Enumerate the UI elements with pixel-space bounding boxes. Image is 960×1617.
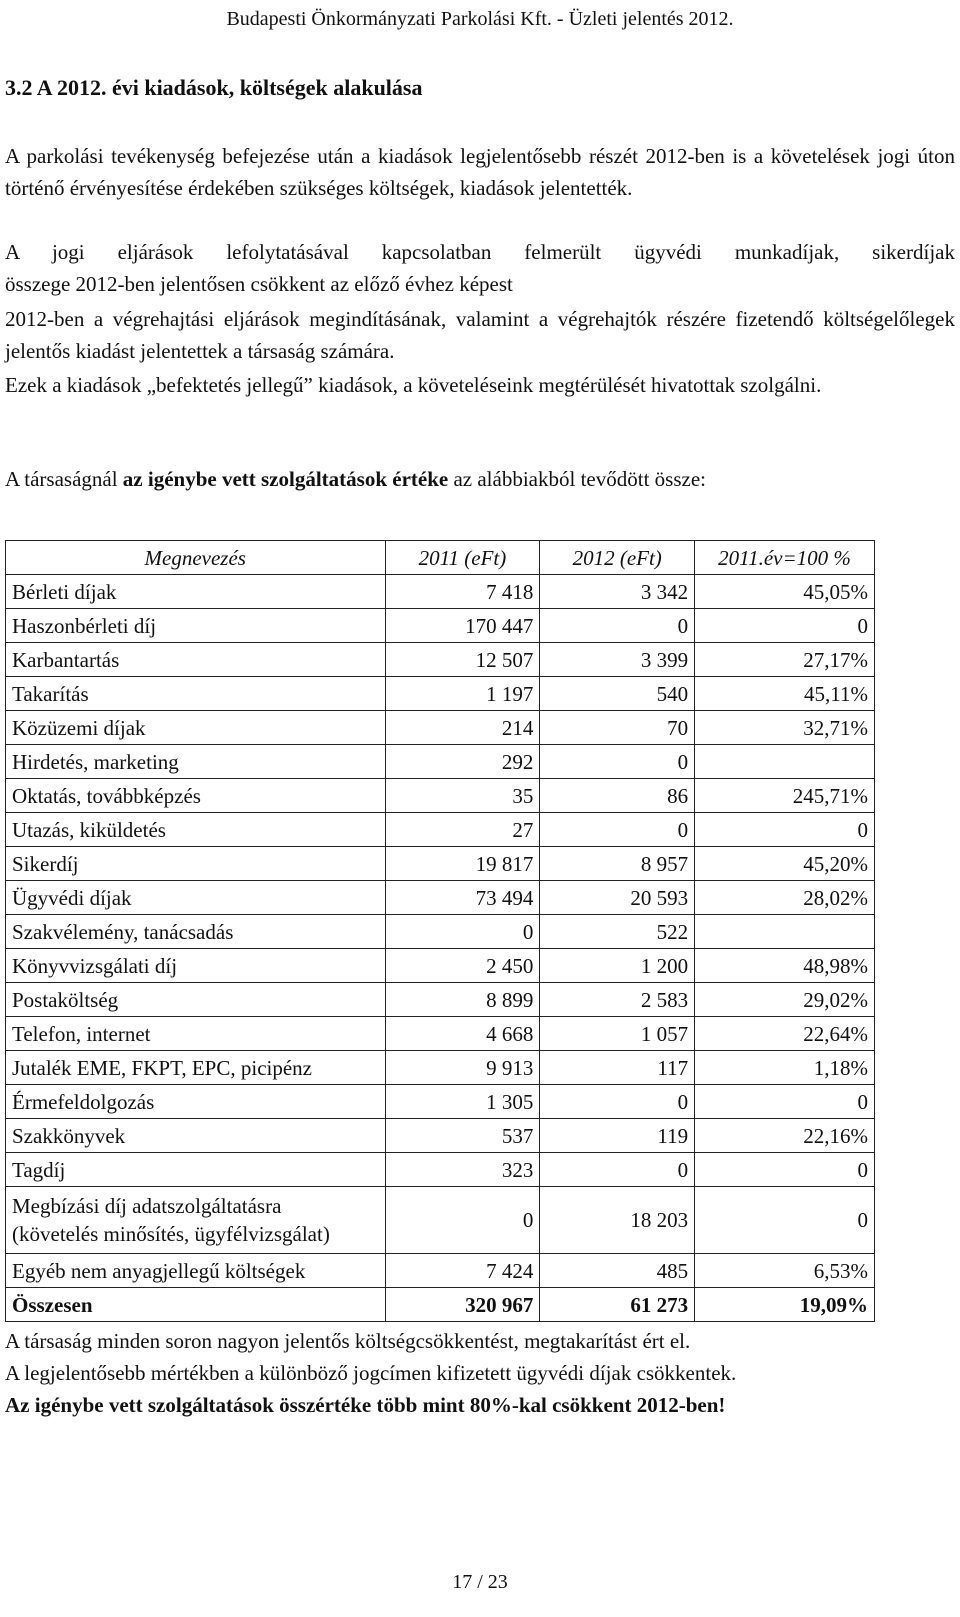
cell-2012: 0 <box>540 1153 695 1187</box>
total-2011: 320 967 <box>385 1288 540 1322</box>
cell-percent: 22,64% <box>695 1017 875 1051</box>
cell-name-text: Jutalék EME, FKPT, EPC, picipénz <box>12 1055 312 1080</box>
table-row <box>6 609 875 643</box>
cell-2011: 9 913 <box>385 1051 540 1085</box>
cell-2011: 0 <box>385 1187 540 1254</box>
cell-2012: 3 342 <box>540 575 695 609</box>
cell-percent <box>695 745 875 779</box>
cell-2012: 485 <box>540 1254 695 1288</box>
table-row <box>6 847 875 881</box>
cell-2012: 3 399 <box>540 643 695 677</box>
cell-2011: 2 450 <box>385 949 540 983</box>
services-cost-table <box>5 540 875 1322</box>
cell-2011: 8 899 <box>385 983 540 1017</box>
cell-name-text: Egyéb nem anyagjellegű költségek <box>12 1258 306 1283</box>
cell-name <box>6 1051 386 1085</box>
summary-line-3: Az igénybe vett szolgáltatások összértéke több mint 80%-kal csökkent 2012-ben! <box>5 1393 726 1417</box>
cell-name-text: Hirdetés, marketing <box>12 749 179 774</box>
table-row <box>6 1017 875 1051</box>
total-percent: 19,09% <box>695 1288 875 1322</box>
cell-name <box>6 847 386 881</box>
cell-percent: 0 <box>695 1187 875 1254</box>
cell-name <box>6 1153 386 1187</box>
page-number: 17 / 23 <box>452 1571 508 1593</box>
cell-2011: 292 <box>385 745 540 779</box>
paragraph-legal-fees-line1: A jogi eljárások lefolytatásával kapcsolatban felmerült ügyvédi munkadíjak, sikerdíjak <box>5 240 955 264</box>
cell-percent: 45,11% <box>695 677 875 711</box>
header-2011: 2011 (eFt) <box>385 541 540 575</box>
cell-percent: 0 <box>695 1085 875 1119</box>
table-row <box>6 881 875 915</box>
services-intro-bold: az igénybe vett szolgáltatások értéke <box>122 467 449 491</box>
cell-2012: 1 200 <box>540 949 695 983</box>
cell-name <box>6 983 386 1017</box>
cell-name-text: Postaköltség <box>12 987 119 1012</box>
table-row <box>6 1085 875 1119</box>
page-header: Budapesti Önkormányzati Parkolási Kft. - Üzleti jelentés 2012. <box>226 8 734 30</box>
cell-2011: 4 668 <box>385 1017 540 1051</box>
cell-2012: 20 593 <box>540 881 695 915</box>
cell-name-text: Megbízási díj adatszolgáltatásra <box>12 1194 282 1218</box>
cell-percent: 45,20% <box>695 847 875 881</box>
table-header-row <box>6 541 875 575</box>
table-row <box>6 575 875 609</box>
cell-2012: 0 <box>540 609 695 643</box>
table-total-row <box>6 1288 875 1322</box>
cell-2011: 170 447 <box>385 609 540 643</box>
table-row <box>6 711 875 745</box>
cell-percent: 0 <box>695 1153 875 1187</box>
table-row <box>6 677 875 711</box>
paragraph-enforcement: 2012-ben a végrehajtási eljárások megindításának, valamint a végrehajtók részére fizetendő költségelőlegek jelentős kiadást jelentettek a társaság számára. <box>5 307 955 363</box>
header-percent: 2011.év=100 % <box>695 541 875 575</box>
cell-name <box>6 1017 386 1051</box>
cell-2011: 537 <box>385 1119 540 1153</box>
cell-2011: 0 <box>385 915 540 949</box>
cell-2011: 323 <box>385 1153 540 1187</box>
table-row <box>6 813 875 847</box>
cell-name <box>6 949 386 983</box>
table-body <box>6 575 875 1322</box>
cell-2012: 522 <box>540 915 695 949</box>
cell-name-text: Utazás, kiküldetés <box>12 817 166 842</box>
cell-percent: 0 <box>695 609 875 643</box>
cell-2012: 18 203 <box>540 1187 695 1254</box>
cell-name <box>6 1254 386 1288</box>
table-row <box>6 1254 875 1288</box>
cell-percent: 28,02% <box>695 881 875 915</box>
cell-percent: 29,02% <box>695 983 875 1017</box>
cell-2012: 119 <box>540 1119 695 1153</box>
paragraph-investment: Ezek a kiadások „befektetés jellegű” kiadások, a követeléseink megtérülését hivatottak szolgálni. <box>5 373 822 397</box>
services-intro-post: az alábbiakból tevődött össze: <box>448 467 706 491</box>
cell-2012: 117 <box>540 1051 695 1085</box>
cell-name-text: Takarítás <box>12 681 89 706</box>
paragraph-intro: A parkolási tevékenység befejezése után a kiadások legjelentősebb részét 2012-ben is a követelések jogi úton történő érvényesítése érdekében szükséges költségek, kiadások jelentették. <box>5 144 955 200</box>
cell-percent: 32,71% <box>695 711 875 745</box>
cell-name-text: Bérleti díjak <box>12 579 117 604</box>
cell-percent: 0 <box>695 813 875 847</box>
cell-name <box>6 813 386 847</box>
table-row <box>6 915 875 949</box>
table-row <box>6 745 875 779</box>
cell-2011: 214 <box>385 711 540 745</box>
cell-name-text: Sikerdíj <box>12 851 79 876</box>
cell-name-text: Oktatás, továbbképzés <box>12 783 201 808</box>
cell-name <box>6 575 386 609</box>
cell-2012: 70 <box>540 711 695 745</box>
cell-name <box>6 1119 386 1153</box>
cell-percent: 27,17% <box>695 643 875 677</box>
summary-line-2: A legjelentősebb mértékben a különböző jogcímen kifizetett ügyvédi díjak csökkentek. <box>5 1361 737 1385</box>
cell-percent: 22,16% <box>695 1119 875 1153</box>
cell-2012: 0 <box>540 1085 695 1119</box>
paragraph-legal-fees <box>5 236 955 300</box>
cell-percent: 6,53% <box>695 1254 875 1288</box>
section-heading: 3.2 A 2012. évi kiadások, költségek alakulása <box>5 75 423 100</box>
cell-2011: 12 507 <box>385 643 540 677</box>
header-name: Megnevezés <box>6 541 386 575</box>
table-row <box>6 1119 875 1153</box>
header-2012: 2012 (eFt) <box>540 541 695 575</box>
paragraph-legal-fees-line2: összege 2012-ben jelentősen csökkent az előző évhez képest <box>5 272 513 296</box>
cell-name <box>6 745 386 779</box>
cell-2012: 1 057 <box>540 1017 695 1051</box>
cell-name <box>6 881 386 915</box>
cell-percent: 48,98% <box>695 949 875 983</box>
summary-line-1: A társaság minden soron nagyon jelentős költségcsökkentést, megtakarítást ért el. <box>5 1329 691 1353</box>
cell-2011: 7 424 <box>385 1254 540 1288</box>
cell-2012: 8 957 <box>540 847 695 881</box>
table-row <box>6 779 875 813</box>
cell-percent <box>695 915 875 949</box>
table-row <box>6 983 875 1017</box>
cell-percent: 45,05% <box>695 575 875 609</box>
cell-name-text: Karbantartás <box>12 647 120 672</box>
cell-name-text: Érmefeldolgozás <box>12 1089 155 1114</box>
cell-2012: 2 583 <box>540 983 695 1017</box>
cell-percent: 245,71% <box>695 779 875 813</box>
cell-name <box>6 779 386 813</box>
cell-name <box>6 677 386 711</box>
table-row <box>6 1153 875 1187</box>
cell-name-text: Telefon, internet <box>12 1021 151 1046</box>
cell-name <box>6 711 386 745</box>
cell-2012: 540 <box>540 677 695 711</box>
total-name: Összesen <box>6 1288 386 1322</box>
cell-2012: 0 <box>540 813 695 847</box>
table-row <box>6 1187 875 1254</box>
cell-name <box>6 1085 386 1119</box>
cell-name <box>6 643 386 677</box>
total-2012: 61 273 <box>540 1288 695 1322</box>
cell-name-text: Szakkönyvek <box>12 1123 126 1148</box>
cell-2011: 7 418 <box>385 575 540 609</box>
services-intro-pre: A társaságnál <box>5 467 123 491</box>
cell-2011: 27 <box>385 813 540 847</box>
cell-name-text: Könyvvizsgálati díj <box>12 953 178 978</box>
cell-2011: 1 305 <box>385 1085 540 1119</box>
cell-name-text: Haszonbérleti díj <box>12 613 157 638</box>
cell-2012: 86 <box>540 779 695 813</box>
cell-2011: 73 494 <box>385 881 540 915</box>
cell-percent: 1,18% <box>695 1051 875 1085</box>
cell-name-text: Ügyvédi díjak <box>12 885 132 910</box>
table-row <box>6 1051 875 1085</box>
cell-2011: 1 197 <box>385 677 540 711</box>
cell-name-text: Közüzemi díjak <box>12 715 146 740</box>
cell-name <box>6 609 386 643</box>
paragraph-services-intro <box>5 463 955 495</box>
cell-2012: 0 <box>540 745 695 779</box>
table-row <box>6 643 875 677</box>
cell-name-text-line2: (követelés minősítés, ügyfélvizsgálat) <box>12 1222 330 1246</box>
cell-2011: 35 <box>385 779 540 813</box>
cell-name <box>6 1187 386 1254</box>
cell-name-text: Szakvélemény, tanácsadás <box>12 919 234 944</box>
cell-2011: 19 817 <box>385 847 540 881</box>
table-row <box>6 949 875 983</box>
cell-name-text: Tagdíj <box>12 1157 66 1182</box>
cell-name <box>6 915 386 949</box>
